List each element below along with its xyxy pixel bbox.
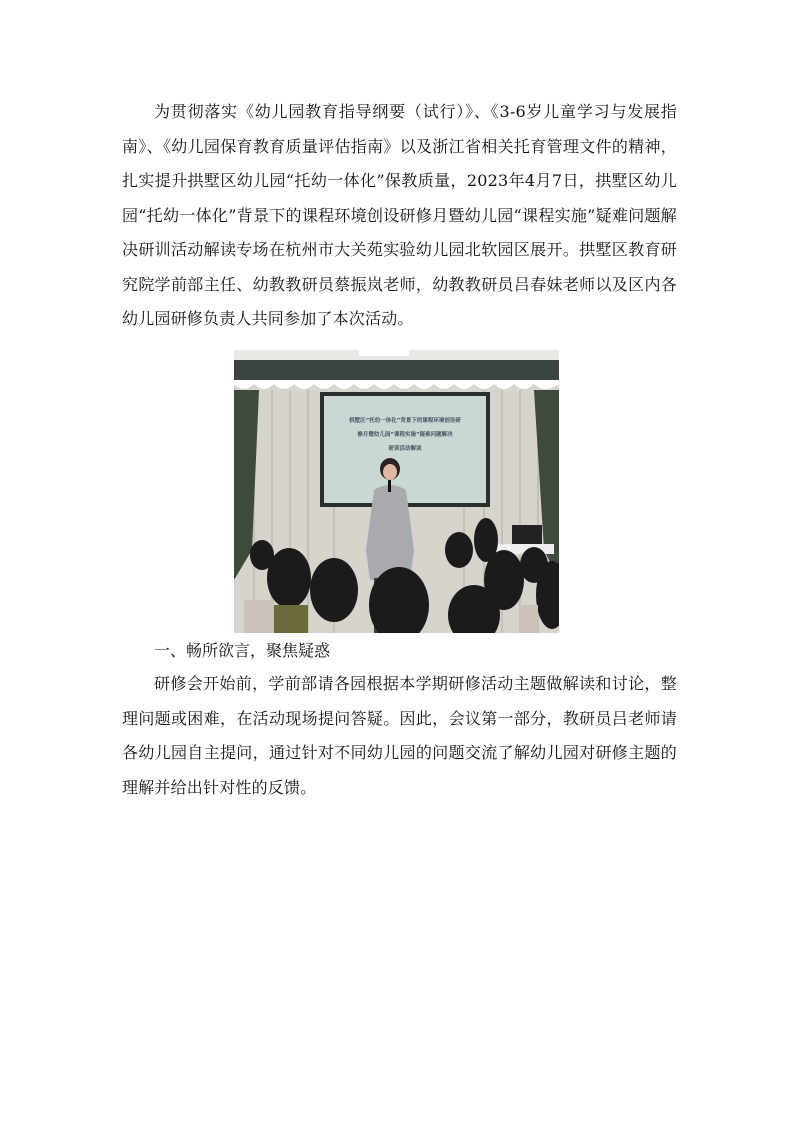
intro-paragraph: 为贯彻落实《幼儿园教育指导纲要（试行）》、《3-6岁儿童学习与发展指南》、《幼儿园保育教育质量评估指南》以及浙江省相关托育管理文件的精神，扎实提升拱墅区幼儿园“托幼一体化”保教质量，2023年4月7日，拱墅区幼儿园“托幼一体化”背景下的课程环境创设研修月暨幼儿园“课程实施”疑难问题解决研训活动解读专场在杭州市大关苑实验幼儿园北软园区展开。拱墅区教育研究院学前部主任、幼教教研员蔡振岚老师，幼教教研员吕春妹老师以及区内各幼儿园研修负责人共同参加了本次活动。 bbox=[122, 102, 677, 328]
section-heading: 一、畅所欲言，聚焦疑惑 bbox=[154, 641, 331, 660]
event-photo bbox=[234, 350, 559, 633]
screen-title-line1: 拱墅区“托幼一体化”背景下的课程环境创设研 bbox=[349, 418, 461, 424]
section-paragraph: 研修会开始前，学前部请各园根据本学期研修活动主题做解读和讨论，整理问题或困难，在活动现场提问答疑。因此，会议第一部分，教研员吕老师请各幼儿园自主提问，通过针对不同幼儿园的问题交流了解幼儿园对研修主题的理解并给出针对性的反馈。 bbox=[122, 674, 677, 797]
screen-title-line3: 研训活动解读 bbox=[388, 446, 422, 452]
screen-title-line2: 修月暨幼儿园“课程实施”疑难问题解决 bbox=[357, 432, 453, 438]
